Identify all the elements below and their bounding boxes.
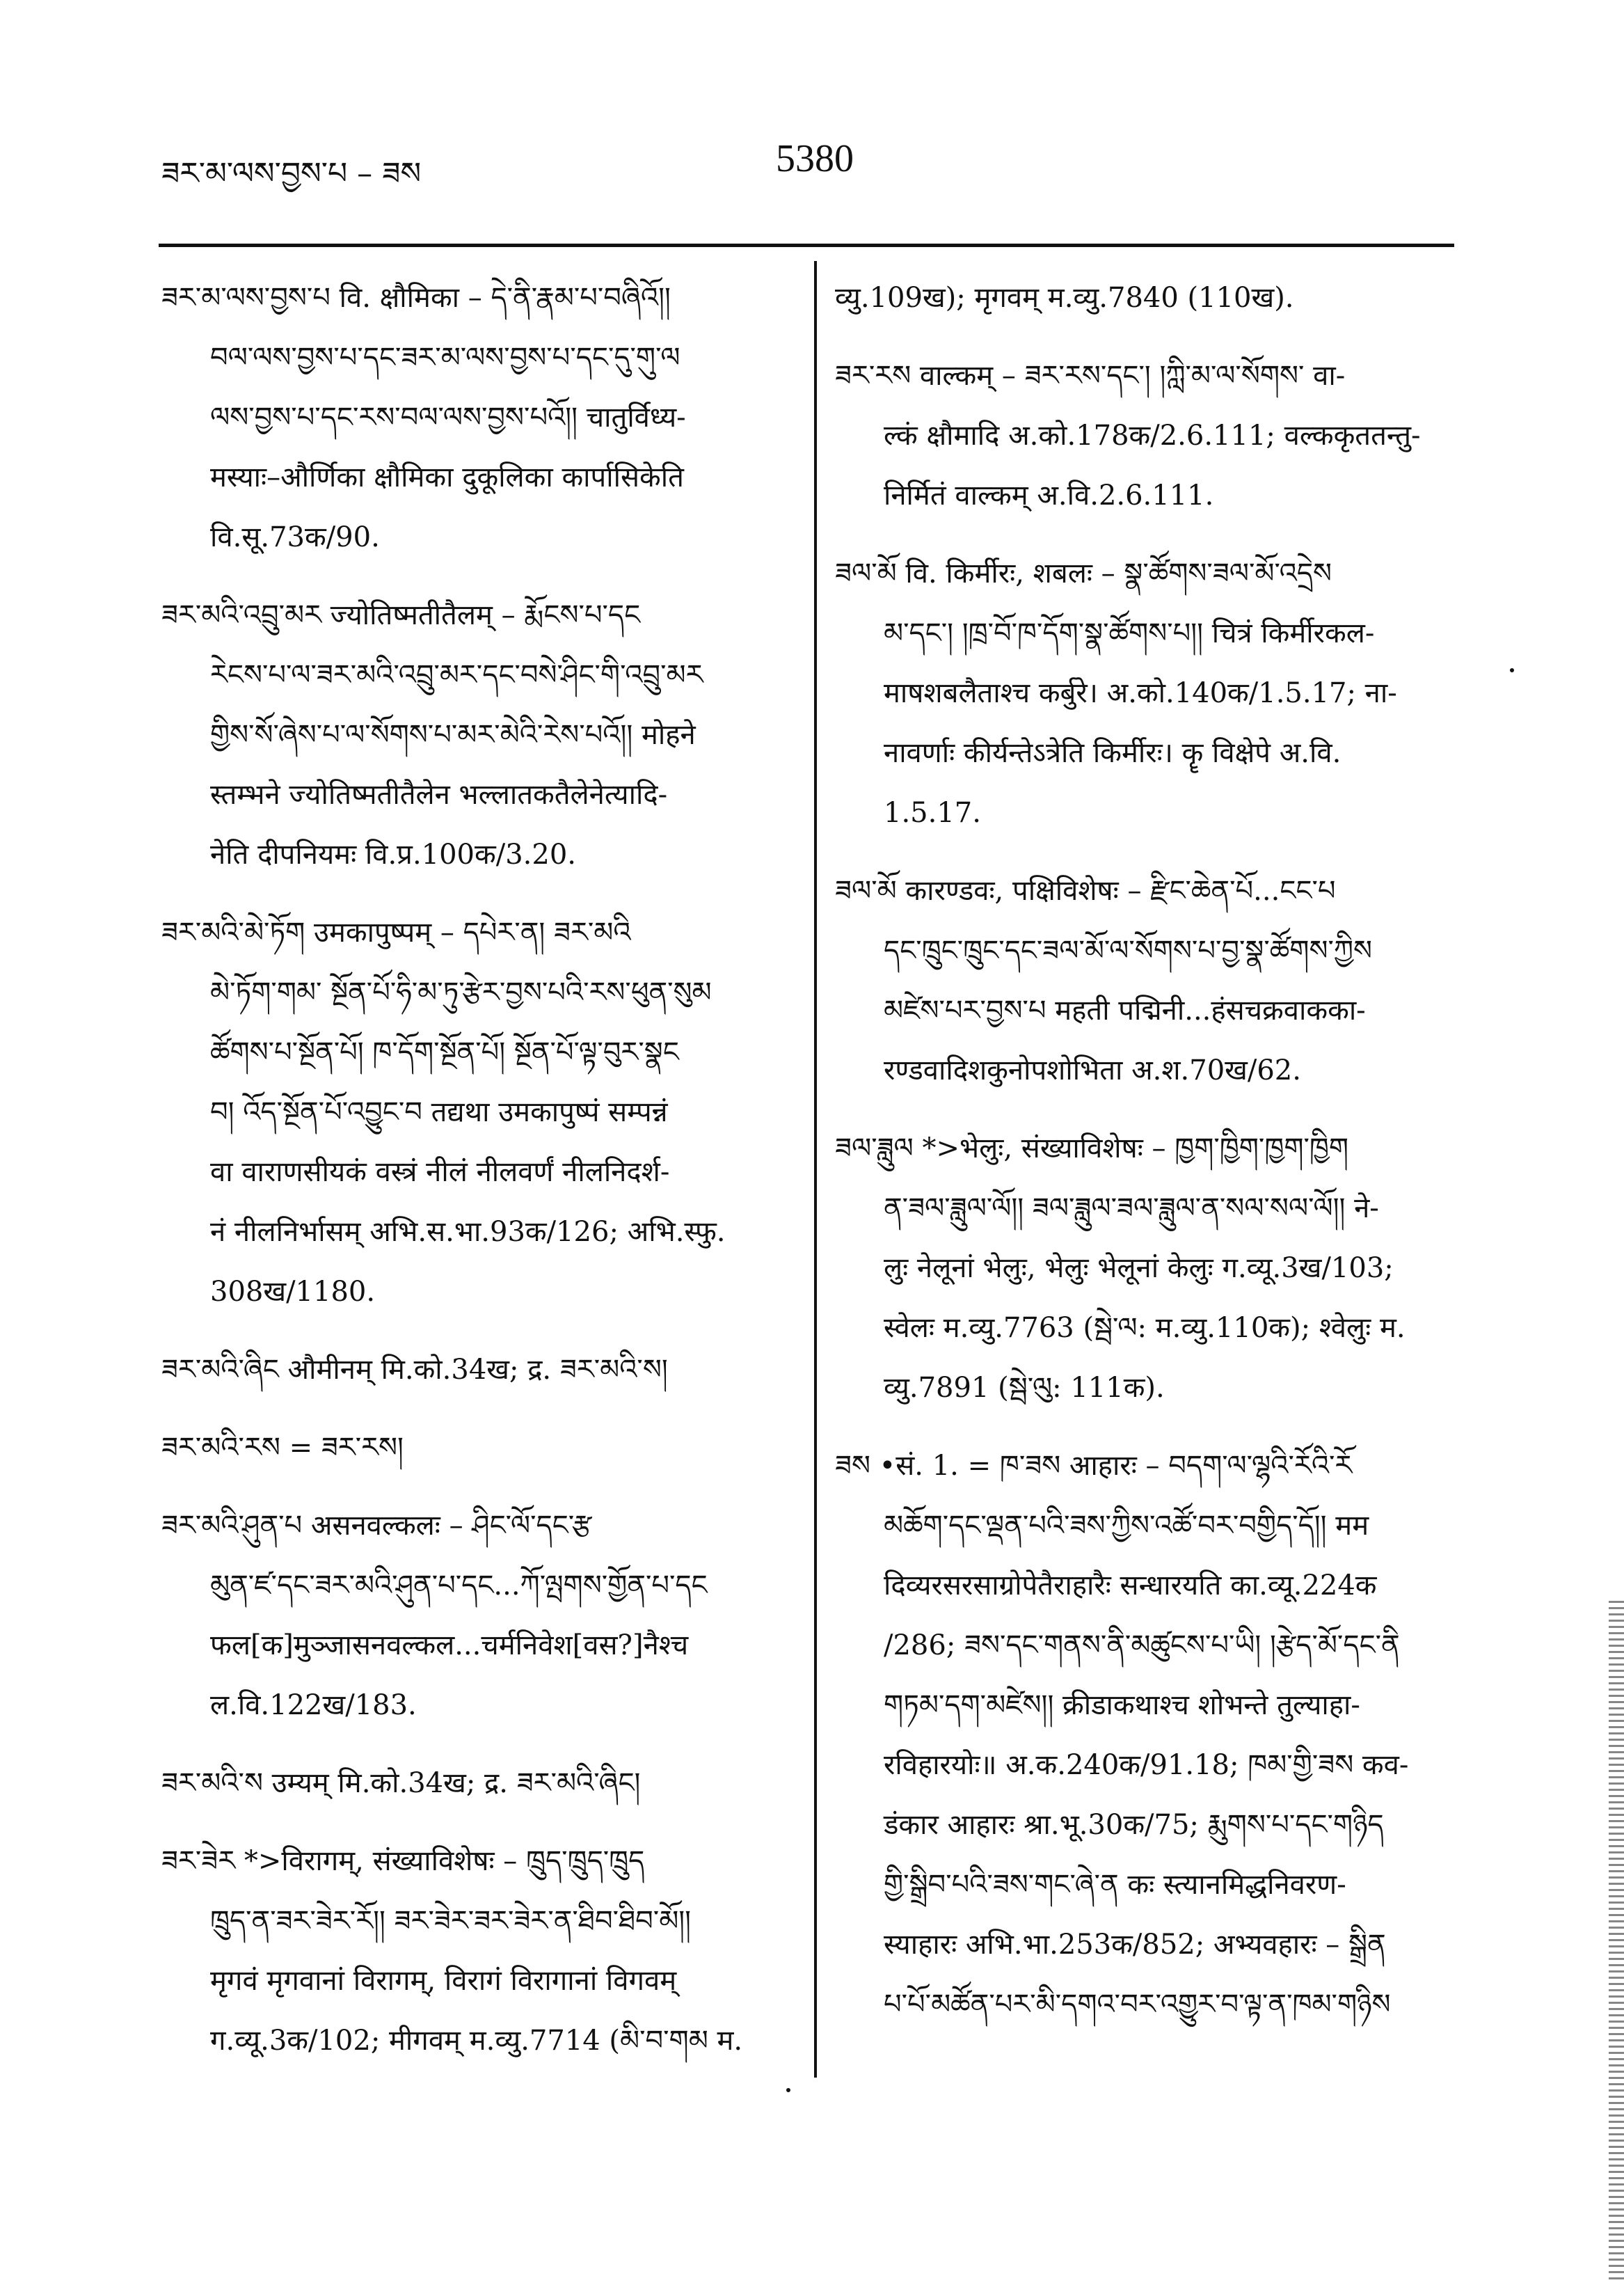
entry-text-line: མུན་ཛ་དང་ཟར་མའི་ཤུན་པ་དང...ཀོ་ལྤགས་གྱོན་པ་དང bbox=[210, 1570, 708, 1602]
entry-text-line: नं नीलनिर्भासम् अभि.स.भा.93क/126; अभि.स्फु. bbox=[210, 1216, 726, 1248]
entry-text-line: ན་ཟལ་ཟླུལ་ལོ།། ཟལ་ཟླུལ་ཟལ་ཟླུལ་ན་སལ་སལ་ལོ།། ने- bbox=[884, 1192, 1379, 1224]
entry-headword-line: ཟར་ཟེར *>विरागम्, संख्याविशेषः – ཁྲུད་ཁྲུད་ཁྲུད bbox=[161, 1845, 645, 1877]
dictionary-entry bbox=[161, 1753, 791, 1813]
dictionary-entry bbox=[835, 544, 1454, 843]
entry-headword-line: ཟར་རས वाल्कम् – ཟར་རས་དང་། །ཀླི་མ་ལ་སོགས་ वा- bbox=[835, 360, 1346, 392]
entry-text-line: མ་དང་། །ཁྲ་བོ་ཁ་དོག་སྣ་ཚོགས་པ།། चित्रं किर्मीरकल- bbox=[884, 617, 1375, 649]
entry-text-line: བ། འོད་སྔོན་པོ་འབྱུང་བ तद्यथा उमकापुष्पं सम्पन्नं bbox=[210, 1096, 668, 1128]
entry-headword-line: ཟལ་མོ वि. किर्मीरः, शबलः – སྣ་ཚོགས་ཟལ་མོ་འདྲེས bbox=[835, 558, 1332, 590]
entry-text-line: ཁྲུད་ན་ཟར་ཟེར་རོ།། ཟར་ཟེར་ཟར་ཟེར་ན་ཐིབ་ཐིབ་མོ།། bbox=[210, 1905, 692, 1937]
entry-headword-line: ཟས •सं. 1. = ཁ་ཟས आहारः – བདག་ལ་ལྷའི་རོའི་རོ bbox=[835, 1450, 1353, 1482]
entry-text-line: 308ख/1180. bbox=[210, 1276, 376, 1308]
entry-text-line: མེ་ཏོག་གམ་ སྔོན་པོ་ཧི་མ་ཏུ་རྩེར་བྱས་པའི་རས་ཕུན་སུམ bbox=[210, 977, 712, 1009]
dictionary-entry bbox=[835, 268, 1454, 328]
entry-text-line: /286; ཟས་དང་གནས་ནི་མཚུངས་པ་ཡི། །རྩེད་མོ་དང་ནི bbox=[884, 1629, 1400, 1661]
left-column bbox=[161, 268, 791, 2089]
entry-headword-line: ཟར་མའི་མེ་ཏོག उमकापुष्पम् – དཔེར་ན། ཟར་མའི bbox=[161, 917, 631, 949]
entry-text-line: मस्याः–और्णिका क्षौमिका दुकूलिका कार्पासिकेति bbox=[210, 461, 684, 493]
entry-text-line: निर्मितं वाल्कम् अ.वि.2.6.111. bbox=[884, 480, 1214, 512]
entry-text-line: གྱིས་སོ་ཞེས་པ་ལ་སོགས་པ་མར་མེའི་རེས་པའོ།། मोहने bbox=[210, 719, 696, 751]
entry-text-line: स्वेलः म.व्यु.7763 (སྦེ་ལ: म.व्यु.110क); श्वेलुः म. bbox=[884, 1312, 1406, 1344]
entry-text-line: བལ་ལས་བྱས་པ་དང་ཟར་མ་ལས་བྱས་པ་དང་དུ་གུ་ལ bbox=[210, 342, 680, 374]
scan-speck bbox=[1510, 668, 1514, 672]
entry-text-line: 1.5.17. bbox=[884, 797, 981, 829]
entry-text-line: ग.व्यू.3क/102; मीगवम् म.व्यु.7714 (མི་བ་གམ म. bbox=[210, 2025, 743, 2057]
entry-text-line: མཆོག་དང་ལྡན་པའི་ཟས་ཀྱིས་འཚོ་བར་བགྱིད་དོ།། मम bbox=[884, 1510, 1369, 1542]
column-divider bbox=[814, 261, 817, 2078]
dictionary-entry bbox=[161, 1418, 791, 1478]
entry-text-line: ཚོགས་པ་སྔོན་པོ། ཁ་དོག་སྔོན་པོ། སྔོན་པོ་ལྟ་བུར་སྣང bbox=[210, 1036, 679, 1068]
entry-text-line: नेति दीपनियमः वि.प्र.100क/3.20. bbox=[210, 839, 576, 871]
entry-text-line: ल्कं क्षौमादि अ.को.178क/2.6.111; वल्ककृततन्तु- bbox=[884, 420, 1421, 452]
entry-text-line: माषशबलैताश्च कर्बुरे। अ.को.140क/1.5.17; ना- bbox=[884, 677, 1397, 709]
entry-text-line: रविहारयोः॥ अ.क.240क/91.18; ཁམ་གྱི་ཟས कव- bbox=[884, 1749, 1409, 1781]
entry-text-line: ल.वि.122ख/183. bbox=[210, 1689, 417, 1721]
entry-text-line: रण्डवादिशकुनोपशोभिता अ.श.70ख/62. bbox=[884, 1054, 1301, 1086]
entry-headword-line: ཟར་མའི་འབྲུ་མར ज्योतिष्मतीतैलम् – རྨོངས་པ་དང bbox=[161, 599, 641, 631]
entry-text-line: लुः नेलूनां भेलुः, भेलुः भेलूनां केलुः ग.व्यू.3ख/103; bbox=[884, 1252, 1394, 1284]
entry-text-line: डंकार आहारः श्रा.भू.30क/75; རྨུགས་པ་དང་གཉིད bbox=[884, 1809, 1384, 1841]
dictionary-entry bbox=[835, 346, 1454, 525]
entry-headword-line: ཟལ་ཟླུལ *>भेलुः, संख्याविशेषः – ཁྱག་ཁྱིག་ཁྱག་ཁྱིག bbox=[835, 1132, 1349, 1164]
dictionary-entry bbox=[161, 1496, 791, 1735]
entry-headword-line: ཟར་མའི་རས = ཟར་རས། bbox=[161, 1432, 404, 1464]
entry-text-line: ལས་བྱས་པ་དང་རས་བལ་ལས་བྱས་པའོ།། चातुर्विध्य- bbox=[210, 402, 686, 434]
entry-headword-line: व्यु.109ख); मृगवम् म.व्यु.7840 (110ख). bbox=[835, 282, 1294, 314]
entry-text-line: མཛེས་པར་བྱས་པ महती पद्मिनी...हंसचक्रवाकका- bbox=[884, 995, 1366, 1027]
entry-text-line: वा वाराणसीयकं वस्त्रं नीलं नीलवर्णं नीलनिदर्श- bbox=[210, 1156, 670, 1188]
dictionary-entry bbox=[835, 1436, 1454, 2034]
scan-edge-artifact bbox=[1609, 1601, 1624, 2283]
scan-speck bbox=[786, 2088, 790, 2092]
entry-headword-line: ཟར་མའི་ས उम्यम् मि.को.34ख; द्र. ཟར་མའི་ཞིང། bbox=[161, 1767, 641, 1799]
entry-headword-line: ཟར་མའི་ཤུན་པ असनवल्कलः – ཤིང་ལོ་དང་རྩ bbox=[161, 1510, 592, 1542]
running-header: ཟར་མ་ལས་བྱས་པ – ཟས bbox=[161, 156, 422, 191]
entry-text-line: स्याहारः अभि.भा.253क/852; अभ्यवहारः – སྒྲིན bbox=[884, 1929, 1386, 1961]
header-rule bbox=[159, 244, 1454, 247]
entry-headword-line: ཟལ་མོ कारण्डवः, पक्षिविशेषः – རྫིང་ཆེན་པོ...ངང་པ bbox=[835, 875, 1336, 907]
entry-headword-line: ཟར་མའི་ཞིང औमीनम् मि.को.34ख; द्र. ཟར་མའི་ས། bbox=[161, 1354, 668, 1386]
entry-text-line: नावर्णाः कीर्यन्तेऽत्रेति किर्मीरः। कॄ विक्षेपे अ.वि. bbox=[884, 737, 1342, 769]
entry-text-line: དང་ཁྲུང་ཁྲུང་དང་ཟལ་མོ་ལ་སོགས་པ་བྱ་སྣ་ཚོགས་ཀྱིས bbox=[884, 935, 1372, 967]
entry-text-line: གཏམ་དག་མཛེས།། क्रीडाकथाश्च शोभन्ते तुल्याहा- bbox=[884, 1689, 1360, 1721]
entry-text-line: स्तम्भने ज्योतिष्मतीतैलेन भल्लातकतैलेनेत्यादि- bbox=[210, 779, 668, 811]
dictionary-entry bbox=[161, 903, 791, 1322]
dictionary-entry bbox=[835, 861, 1454, 1100]
dictionary-entry bbox=[161, 1831, 791, 2071]
entry-text-line: फल[क]मुञ्जासनवल्कल...चर्मनिवेश[वस?]नैश्च bbox=[210, 1629, 689, 1661]
entry-text-line: གྱི་སྒྲིབ་པའི་ཟས་གང་ཞེ་ན कः स्त्यानमिद्धनिवरण- bbox=[884, 1869, 1346, 1901]
entry-headword-line: ཟར་མ་ལས་བྱས་པ वि. क्षौमिका – དེ་ནི་རྣམ་པ་བཞིའོ།། bbox=[161, 282, 671, 314]
dictionary-entry bbox=[161, 268, 791, 567]
entry-text-line: व्यु.7891 (སྦེ་ལུ: 111क). bbox=[884, 1372, 1165, 1404]
entry-text-line: वि.सू.73क/90. bbox=[210, 521, 380, 553]
right-column bbox=[835, 268, 1454, 2053]
entry-text-line: मृगवं मृगवानां विरागम्, विरागं विरागानां विगवम् bbox=[210, 1965, 677, 1997]
entry-text-line: दिव्यरसरसाग्रोपेतैराहारैः सन्धारयति का.व्यू.224क bbox=[884, 1570, 1377, 1602]
entry-text-line: རེངས་པ་ལ་ཟར་མའི་འབྲུ་མར་དང་བསེ་ཤིང་གི་འབྲུ་མར bbox=[210, 659, 703, 691]
dictionary-entry bbox=[161, 585, 791, 885]
entry-text-line: པ་པོ་མཚོན་པར་མི་དགའ་བར་འགྱུར་བ་ལྟ་ན་ཁམ་གཉིས bbox=[884, 1988, 1391, 2021]
dictionary-entry bbox=[835, 1118, 1454, 1418]
dictionary-entry bbox=[161, 1340, 791, 1400]
page-number: 5380 bbox=[776, 137, 854, 180]
